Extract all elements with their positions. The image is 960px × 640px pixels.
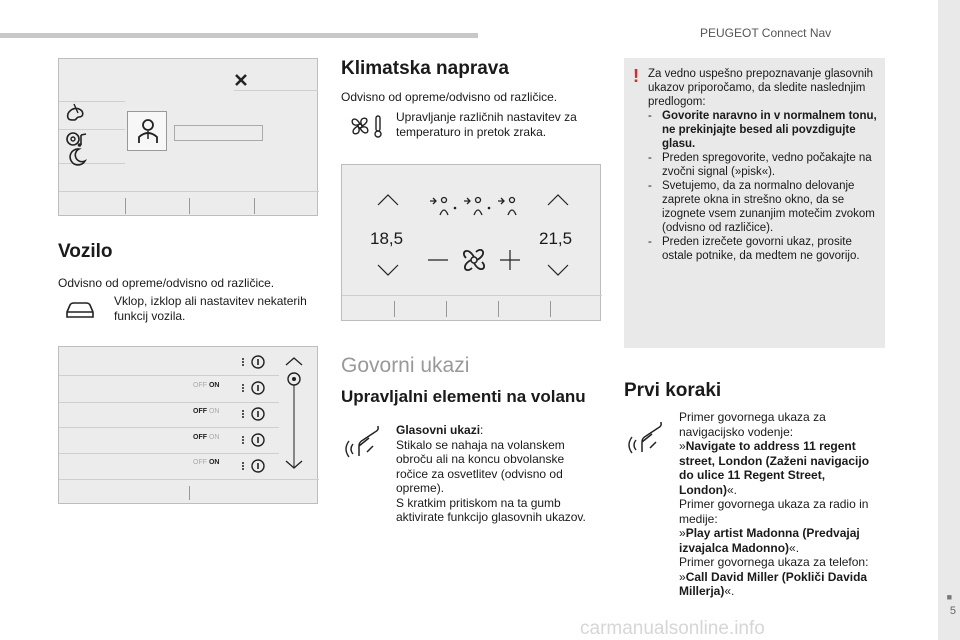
navigation-example: Navigate to address 11 regent street, London (Zaženi navigacijo do ulice 11 Regent Street, London) [679,439,870,497]
prvi-heading: Prvi koraki [624,380,722,401]
warning-icon: ! [633,66,639,86]
side-strip [938,0,960,640]
page-header: PEUGEOT Connect Nav [700,26,832,40]
govorni-text1: Stikalo se nahaja na volanskem obroču ali na koncu obvolanske ročice za osvetlitev (odvisno od opreme). [396,437,565,495]
air-distribution-icons[interactable] [426,195,522,219]
voice-command-icon [345,424,383,458]
vozilo-subtitle: Odvisno od opreme/odvisno od različice. [58,276,275,290]
vozilo-heading: Vozilo [58,241,113,262]
radio-example: Play artist Madonna (Predvajaj izvajalca Madonno) [679,526,860,555]
page-number: 5 [949,605,956,617]
warning-intro: Za vedno uspešno prepoznavanje glasovnih ukazov priporočamo, da sledite naslednjim predlogom: [648,68,874,108]
phone-example: Call David Miller (Pokliči Davida Millerja) [679,569,868,598]
warning-text [648,67,880,263]
govorni-text: Glasovni ukazi: Stikalo se nahaja na volanskem obroču ali na koncu obvolanske ročice za osvetlitev (odvisno od opreme). S kratkim pritiskom na ta gumb aktivirate funkcijo glasovnih ukazov. [396,423,586,524]
scrollbar-icon[interactable] [283,355,305,475]
page-marker: ■ [946,592,952,602]
govorni-label: Glasovni ukazi [396,423,481,437]
paint-palette-icon [65,103,87,123]
climate-screen-illustration [341,164,601,321]
warning-item: - Govorite naravno in v normalnem tonu, ne prekinjajte besed ali povzdigujte glasu. [648,110,877,150]
temp-left-value: 18,5 [370,229,404,248]
temp-right-down-icon[interactable] [546,263,570,277]
voice-command-icon [628,420,666,454]
vozilo-icon-text: Vklop, izklop ali nastavitev nekaterih funkcij vozila. [114,294,307,323]
info-icons-column [239,353,269,475]
temp-right-up-icon[interactable] [546,193,570,207]
warning-item: - Preden izrečete govorni ukaz, prosite ostale potnike, da medtem ne govorijo. [648,236,860,262]
top-rule [0,33,478,38]
settings-list-illustration [58,346,318,504]
temp-left-down-icon[interactable] [376,263,400,277]
moon-icon [67,147,87,167]
govorni-text2: S kratkim pritiskom na ta gumb aktivirate funkcijo glasovnih ukazov. [396,495,586,524]
warning-item: - Svetujemo, da za normalno delovanje zaprete okna in strešno okno, da se izognete vsem zunanjim motečim zvokom (odvisno od različice). [648,180,875,234]
toggle-row-2[interactable]: OFF ON [193,382,220,389]
prvi-text: Primer govornega ukaza za navigacijsko vodenje: »Navigate to address 11 regent street, London (Zaženi navigacijo do ulice 11 Regent Street, London)«. Primer govornega ukaza za radio in medije: »Play artist Madonna (Predvajaj izvajalca Madonno)«. Primer govornega ukaza za telefon: »Call David Miller (Pokliči Davida Millerja)«. [679,410,870,598]
govorni-subheading: Upravljalni elementi na volanu [341,387,586,406]
fan-speed-controls[interactable] [426,243,522,277]
toggle-row-3[interactable]: OFF ON [193,408,220,415]
klima-icon-text: Upravljanje različnih nastavitev za temperaturo in pretok zraka. [396,110,577,139]
user-profile-icon [136,117,160,145]
klima-subtitle: Odvisno od opreme/odvisno od različice. [341,90,558,104]
govorni-heading: Govorni ukazi [341,354,470,377]
klima-heading: Klimatska naprava [341,58,509,79]
watermark: carmanualsonline.info [580,618,765,639]
car-icon [64,300,96,320]
close-icon [234,73,248,87]
warning-item: - Preden spregovorite, vedno počakajte na zvočni signal (»pisk«). [648,152,872,178]
temp-right-value: 21,5 [539,229,573,248]
toggle-row-4[interactable]: OFF ON [193,434,220,441]
temp-left-up-icon[interactable] [376,193,400,207]
vehicle-screen-illustration [58,58,318,216]
toggle-row-5[interactable]: OFF ON [193,459,220,466]
fan-temperature-icon [347,113,385,139]
